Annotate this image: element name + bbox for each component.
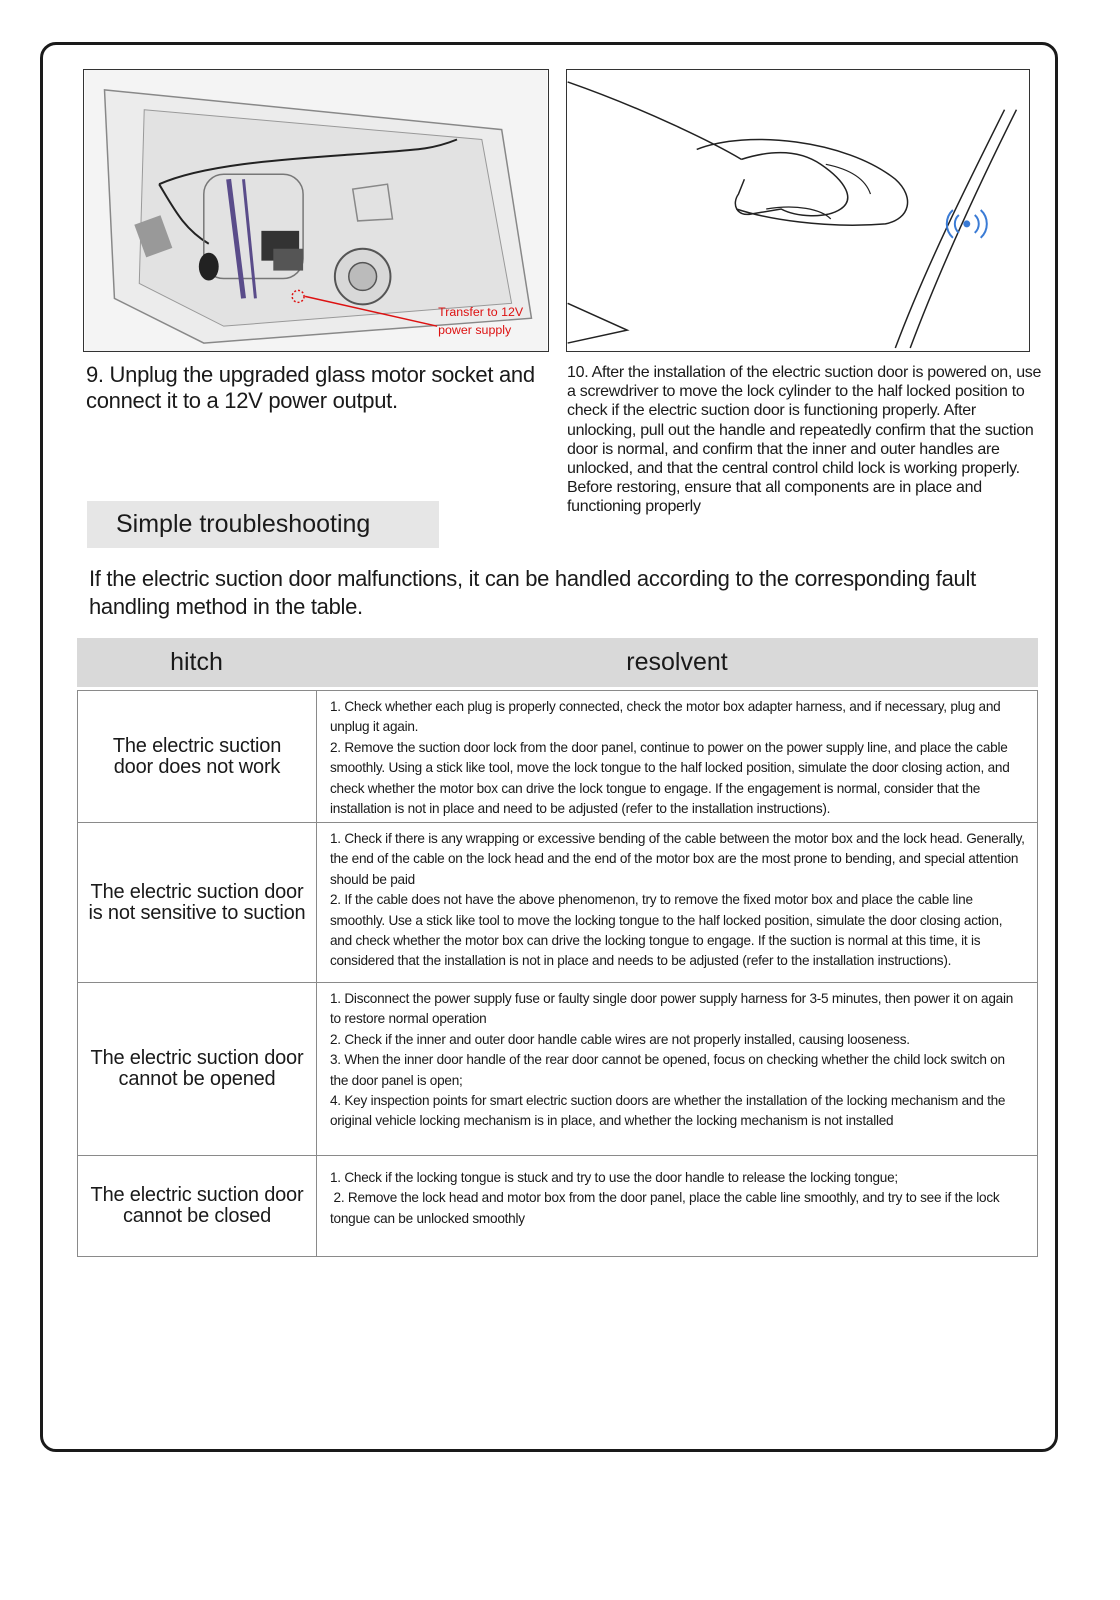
resolvent-line: 1. Check whether each plug is properly connected, check the motor box adapter harness, and if necessary, plug and unplug it again.: [330, 699, 1005, 735]
resolvent-cell: [317, 823, 1037, 982]
hand-handle-drawing: [567, 70, 1029, 351]
resolvent-cell: [317, 1156, 1037, 1256]
resolvent-line: 1. Check if the locking tongue is stuck and try to use the door handle to release the locking tongue;: [330, 1170, 898, 1185]
section-intro: If the electric suction door malfunctions, it can be handled according to the corresponding fault handling method in the table.: [89, 566, 976, 619]
hitch-text: The electric suction door cannot be opened: [90, 1047, 304, 1090]
step-9-text: 9. Unplug the upgraded glass motor socket and connect it to a 12V power output.: [86, 362, 535, 413]
resolvent-line: 2. If the cable does not have the above phenomenon, try to remove the fixed motor box and place the cable line smoothly. Use a stick like tool to move the locking tongue to the half locked position, simulate the door closing action, and check whether the motor box can drive the locking tongue to engage. If the suction is normal at this time, it is considered that the installation is not in place and needs to be adjusted (refer to the installation instructions).: [330, 892, 1006, 969]
section-title: Simple troubleshooting: [87, 501, 439, 548]
callout-line-1: Transfer to 12V: [438, 305, 524, 320]
resolvent-line: 3. When the inner door handle of the rear door cannot be opened, focus on checking whether the child lock switch on the door panel is open;: [330, 1052, 1009, 1088]
resolvent-line: 4. Key inspection points for smart electric suction doors are whether the installation of the locking mechanism and the original vehicle locking mechanism is in place, and whether the locking mechanism is not installed: [330, 1093, 1009, 1129]
resolvent-line: 1. Disconnect the power supply fuse or faulty single door power supply harness for 3-5 minutes, then power it on again to restore normal operation: [330, 991, 1017, 1027]
troubleshooting-table: [77, 638, 1038, 1257]
table-row: [77, 690, 1038, 823]
resolvent-line: 2. Check if the inner and outer door handle cable wires are not properly installed, causing looseness.: [330, 1031, 910, 1047]
hitch-cell: [78, 823, 317, 982]
resolvent-cell: [317, 983, 1037, 1155]
hitch-text: The electric suction door is not sensitive to suction: [88, 880, 306, 924]
hitch-text: The electric suction door does not work: [112, 734, 282, 778]
header-hitch: hitch: [170, 648, 223, 676]
hitch-cell: [78, 983, 317, 1155]
hitch-cell: [78, 691, 317, 822]
hitch-cell: [78, 1156, 317, 1256]
header-resolvent: resolvent: [626, 648, 728, 676]
door-panel-drawing: [84, 70, 548, 351]
resolvent-cell: [317, 691, 1037, 822]
hitch-text: The electric suction door cannot be closed: [90, 1184, 304, 1227]
callout-line-2: power supply: [438, 323, 512, 338]
table-row: [77, 823, 1038, 983]
resolvent-line: 2. Remove the suction door lock from the door panel, continue to power on the power supply line, and place the cable smoothly. Using a stick like tool, move the lock tongue to the half locked position, simulate the door closing action, and check whether the motor box can drive the lock tongue to engage. If the engagement is normal, consider that the installation is not in place and need to be adjusted (refer to the installation instructions).: [330, 739, 1014, 817]
table-row: [77, 1156, 1038, 1257]
step-10-text: 10. After the installation of the electric suction door is powered on, use a screwdriver to move the lock cylinder to the half locked position to check if the electric suction door is functioning properly. After unlocking, pull out the handle and repeatedly confirm that the suction door is normal, and confirm that the inner and outer handles are unlocked, and that the central control child lock is working properly. Before restoring, ensure that all components are in place and functioning properly: [567, 364, 1042, 516]
door-panel-illustration: [83, 69, 549, 352]
door-handle-illustration: [566, 69, 1030, 352]
resolvent-line: 2. Remove the lock head and motor box from the door panel, place the cable line smoothly, and try to see if the lock tongue can be unlocked smoothly: [330, 1190, 1003, 1226]
table-header: [77, 638, 1038, 687]
resolvent-line: 1. Check if there is any wrapping or excessive bending of the cable between the motor box and the lock head. Generally, the end of the cable on the lock head and the end of the motor box are the most prone to bending, and special attention should be paid: [330, 831, 1029, 887]
table-row: [77, 983, 1038, 1156]
